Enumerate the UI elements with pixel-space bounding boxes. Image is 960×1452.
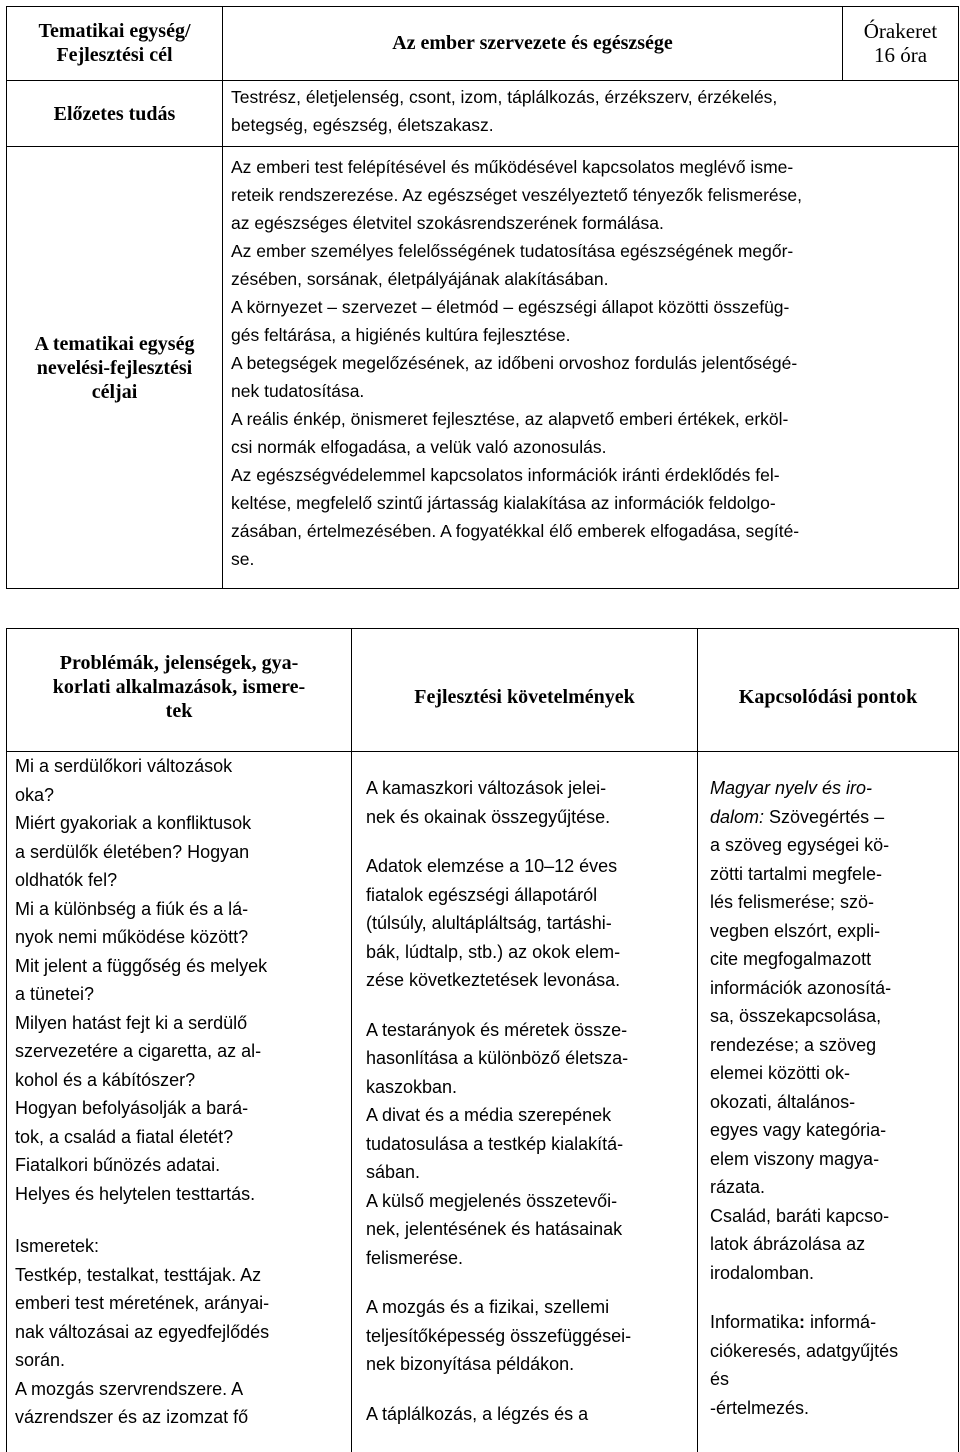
requirement-line: felismerése. — [366, 1247, 464, 1268]
problem-line: Mi a serdülőkori változások — [15, 756, 233, 776]
knowledge-line: emberi test méretének, arányai- — [15, 1293, 270, 1313]
connection-subject-line — [710, 774, 954, 803]
prior-knowledge-line: betegség, egészség, életszakasz. — [231, 115, 494, 135]
connection-line: vegben elszórt, expli- — [710, 920, 881, 941]
goals-line: reteik rendszerezése. Az egészséget veszélyeztető tényezők felismerése, — [231, 185, 802, 205]
connection-line: cite megfogalmazott — [710, 949, 872, 969]
col1-header-line1: Problémák, jelenségek, gya- — [59, 652, 299, 674]
requirement-line: sában. — [366, 1162, 421, 1182]
connection-line: egyes vagy kategória- — [710, 1120, 887, 1140]
goals-line: keltése, megfelelő szintű jártasság kialakítása az információk feldolgo- — [231, 493, 776, 513]
prior-knowledge-label: Előzetes tudás — [53, 102, 176, 125]
requirement-line: A mozgás és a fizikai, szellemi — [366, 1297, 610, 1317]
requirement-line: kaszokban. — [366, 1076, 458, 1097]
connection-line: a szöveg egységei kö- — [710, 835, 890, 855]
prior-knowledge-line: Testrész, életjelenség, csont, izom, táplálkozás, érzékszerv, érzékelés, — [231, 87, 778, 107]
requirement-line: nek bizonyítása példákon. — [366, 1354, 575, 1374]
goals-label-cell — [7, 147, 223, 589]
goals-line: se. — [231, 549, 255, 569]
connection-line: okozati, általános- — [710, 1091, 856, 1112]
connection-line: irodalomban. — [710, 1262, 815, 1283]
topic-label-cell — [7, 7, 223, 81]
content-table — [6, 628, 959, 1452]
knowledge-label: Ismeretek: — [15, 1236, 100, 1256]
goals-line: az egészséges életvitel szokásrendszerének formálása. — [231, 213, 664, 233]
requirement-line: nek és okainak összegyűjtése. — [366, 806, 611, 827]
prior-knowledge-text — [223, 81, 958, 139]
problem-line: Fiatalkori bűnözés adatai. — [15, 1155, 221, 1175]
goals-line: Az egészségvédelemmel kapcsolatos információk iránti érdeklődés fel- — [231, 465, 780, 485]
goals-label-line2: nevelési-fejlesztési — [36, 356, 193, 379]
connection-line: információk azonosítá- — [710, 977, 892, 998]
problem-line: szervezetére a cigaretta, az al- — [15, 1041, 262, 1061]
goals-label-line1: A tematikai egység — [34, 332, 195, 355]
connection-line: elem viszony magya- — [710, 1148, 880, 1169]
connection-line: zötti tartalmi megfele- — [710, 863, 883, 884]
hours-value: 16 óra — [873, 43, 928, 67]
col1-body-cell — [7, 752, 352, 1452]
connection-subject-line — [710, 803, 954, 832]
connection-line: sa, összekapcsolása, — [710, 1006, 882, 1026]
requirements-list — [352, 752, 697, 1428]
col2-header-cell — [352, 629, 698, 752]
requirement-line: nek, jelentésének és hatásainak — [366, 1219, 623, 1239]
requirement-line: A testarányok és méretek össze- — [366, 1019, 628, 1040]
subject-informatics-colon: : — [799, 1312, 806, 1332]
connection-line: lés felismerése; szö- — [710, 892, 875, 912]
problem-line: oldhatók fel? — [15, 870, 118, 890]
subject-informatics-rest: informá- — [805, 1312, 877, 1332]
requirement-line: tudatosulása a testkép kialakítá- — [366, 1133, 624, 1154]
requirement-line: A táplálkozás, a légzés és a — [366, 1403, 589, 1424]
connection-line: elemei közötti ok- — [710, 1063, 851, 1083]
goals-line: A betegségek megelőzésének, az időbeni orvoshoz fordulás jelentőségé- — [231, 353, 798, 373]
requirement-line: fiatalok egészségi állapotáról — [366, 884, 598, 905]
connection-line: -értelmezés. — [710, 1397, 810, 1418]
col2-body-cell — [352, 752, 698, 1452]
col1-header-cell — [7, 629, 352, 752]
requirement-line: A divat és a média szerepének — [366, 1105, 612, 1125]
connection-line: Család, baráti kapcso- — [710, 1205, 890, 1226]
col3-body-cell — [698, 752, 959, 1452]
problem-line: Milyen hatást fejt ki a serdülő — [15, 1012, 248, 1033]
connection-subject-line — [710, 1308, 954, 1337]
problem-line: Mit jelent a függőség és melyek — [15, 955, 268, 976]
hours-cell — [843, 7, 959, 81]
goals-line: A környezet – szervezet – életmód – egészségi állapot közötti összefüg- — [231, 297, 790, 317]
goals-line: zésében, sorsának, életpályájának alakításában. — [231, 269, 609, 289]
problem-line: nyok nemi működése között? — [15, 927, 249, 947]
subject-informatics: Informatika — [710, 1312, 800, 1332]
topic-unit-table — [6, 6, 959, 589]
subject-hungarian-rest: Szövegértés – — [764, 806, 885, 827]
requirement-line: hasonlítása a különböző életsza- — [366, 1048, 629, 1068]
connection-line: és — [710, 1369, 730, 1389]
prior-knowledge-cell — [223, 81, 959, 147]
topic-label-line1: Tematikai egység/ — [38, 20, 191, 42]
problem-line: tok, a család a fiatal életét? — [15, 1126, 234, 1147]
requirement-line: A kamaszkori változások jelei- — [366, 778, 607, 798]
goals-line: Az emberi test felépítésével és működésével kapcsolatos meglévő isme- — [231, 157, 794, 177]
goals-line: csi normák elfogadása, a velük való azonosulás. — [231, 437, 607, 457]
knowledge-line: Testkép, testalkat, testtájak. Az — [15, 1264, 262, 1285]
subject-hungarian-a: Magyar nyelv és iro- — [710, 778, 873, 798]
problem-line: kohol és a kábítószer? — [15, 1069, 196, 1090]
knowledge-line: A mozgás szervrendszere. A — [15, 1378, 244, 1399]
col3-header-cell — [698, 629, 959, 752]
goals-line: nek tudatosítása. — [231, 381, 365, 401]
requirement-line: zése következtetések levonása. — [366, 970, 621, 990]
requirement-line: teljesítőképesség összefüggései- — [366, 1325, 632, 1346]
problem-line: Helyes és helytelen testtartás. — [15, 1183, 256, 1204]
requirement-line: bák, lúdtalp, stb.) az okok elem- — [366, 941, 621, 962]
problem-line: Miért gyakoriak a konfliktusok — [15, 813, 252, 833]
col3-header: Kapcsolódási pontok — [738, 686, 918, 708]
knowledge-line: vázrendszer és az izomzat fő — [15, 1407, 249, 1427]
col2-header: Fejlesztési követelmények — [414, 686, 635, 708]
problem-line: Hogyan befolyásolják a bará- — [15, 1098, 249, 1118]
knowledge-line: nak változásai az egyedfejlődés — [15, 1321, 270, 1342]
connection-line: rendezése; a szöveg — [710, 1034, 877, 1055]
goals-cell — [223, 147, 959, 589]
knowledge-line: során. — [15, 1350, 66, 1370]
requirement-line: Adatok elemzése a 10–12 éves — [366, 856, 618, 876]
goals-line: Az ember személyes felelősségének tudatosítása egészségének megőr- — [231, 241, 794, 261]
goals-line: A reális énkép, önismeret fejlesztése, az alapvető emberi értékek, erköl- — [231, 409, 789, 429]
requirement-line: (túlsúly, alultápláltság, tartáshi- — [366, 913, 612, 933]
topic-label-line2: Fejlesztési cél — [56, 44, 173, 66]
goals-label-line3: céljai — [91, 380, 138, 403]
requirement-line: A külső megjelenés összetevői- — [366, 1190, 618, 1211]
problem-line: Mi a különbség a fiúk és a lá- — [15, 898, 249, 919]
subject-hungarian-b: dalom: — [710, 806, 765, 827]
col1-header-line2: korlati alkalmazások, ismere- — [52, 676, 306, 698]
topic-title-cell — [223, 7, 843, 81]
problem-line: a tünetei? — [15, 984, 95, 1004]
problems-list — [7, 752, 351, 1432]
goals-line: zásában, értelmezésében. A fogyatékkal élő emberek elfogadása, segíté- — [231, 521, 800, 541]
hours-label: Órakeret — [863, 19, 938, 43]
connection-line: rázata. — [710, 1177, 766, 1197]
prior-knowledge-label-cell — [7, 81, 223, 147]
connections-list — [698, 752, 958, 1422]
topic-title: Az ember szervezete és egészsége — [392, 32, 673, 54]
col1-header-line3: tek — [165, 700, 193, 722]
goals-line: gés feltárása, a higiénés kultúra fejlesztése. — [231, 325, 571, 345]
goals-text — [223, 147, 958, 573]
connection-line: ciókeresés, adatgyűjtés — [710, 1340, 899, 1361]
problem-line: a serdülők életében? Hogyan — [15, 841, 250, 862]
problem-line: oka? — [15, 784, 55, 805]
connection-line: latok ábrázolása az — [710, 1234, 866, 1254]
